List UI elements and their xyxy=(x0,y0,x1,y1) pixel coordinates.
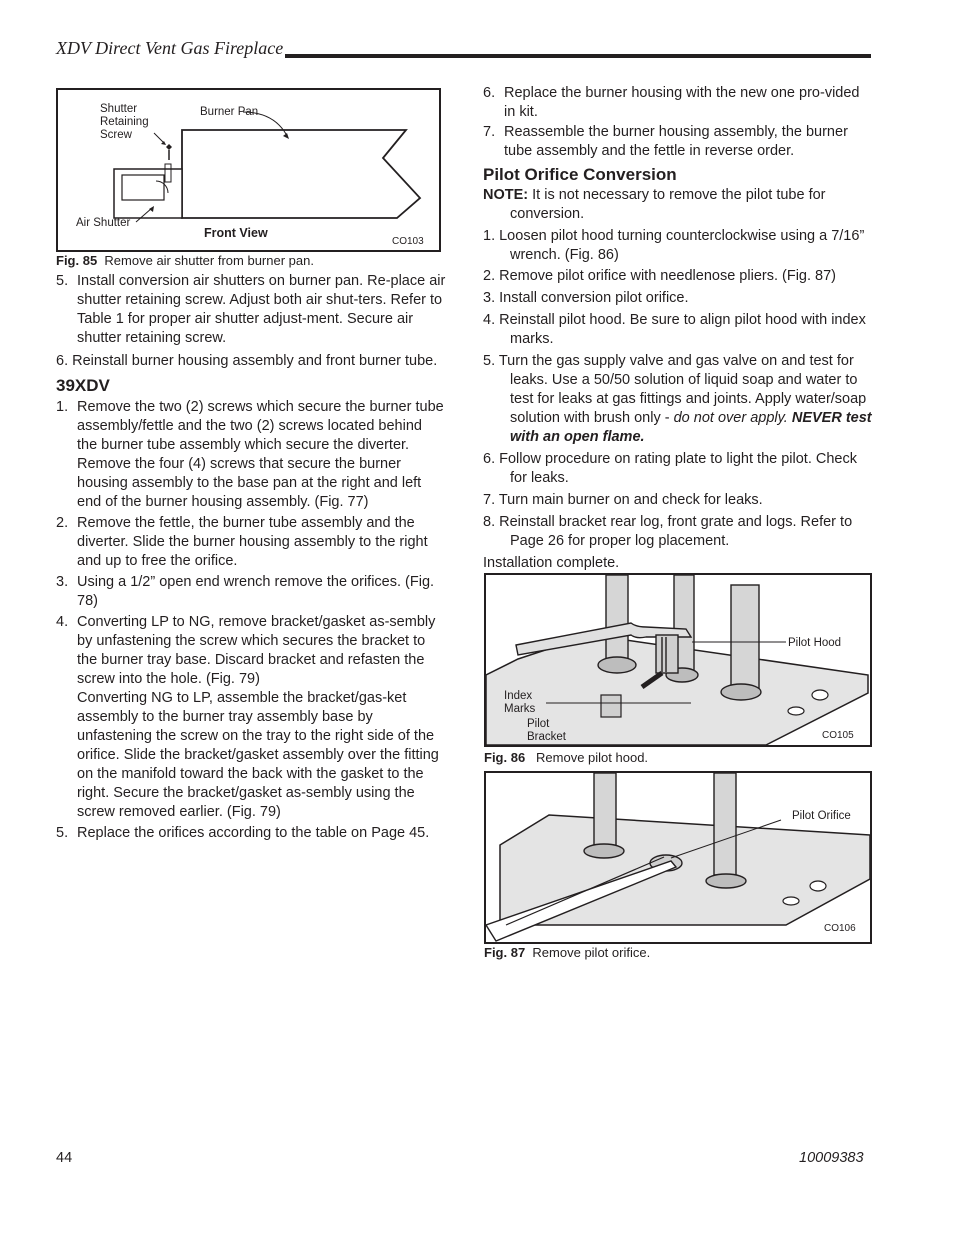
step-5b: 5. Replace the orifices according to the table on Page 45. xyxy=(56,825,430,841)
step-2: 2. Remove the fettle, the burner tube assembly and the diverter. Slide the burner housing assembly to the right and up to free the orifice. xyxy=(56,515,428,569)
step-6: 6. Reinstall burner housing assembly and front burner tube. xyxy=(56,353,438,369)
pilot-step-7: 7. Turn main burner on and check for leaks. xyxy=(483,492,763,508)
pilot-step-1: 1. Loosen pilot hood turning counterclockwise using a 7/16” wrench. (Fig. 86) xyxy=(483,228,865,263)
right-column xyxy=(483,84,873,573)
pilot-hood-diagram xyxy=(486,575,870,745)
step-3: 3. Using a 1/2” open end wrench remove the orifices. (Fig. 78) xyxy=(56,574,435,609)
caption-number: Fig. 86 xyxy=(484,750,526,765)
label-burner-pan: Burner Pan xyxy=(200,106,259,118)
page-header-title: XDV Direct Vent Gas Fireplace xyxy=(56,38,284,58)
burner-pan-diagram xyxy=(58,90,439,250)
figure-85-caption xyxy=(56,253,314,268)
document-number: 10009383 xyxy=(799,1150,864,1166)
figure-87 xyxy=(484,771,872,944)
pilot-step-3: 3. Install conversion pilot orifice. xyxy=(483,290,689,306)
figure-85 xyxy=(56,88,441,252)
figure-code: CO105 xyxy=(822,730,854,741)
figure-86-caption xyxy=(484,750,648,765)
pilot-step-8: 8. Reinstall bracket rear log, front grate and logs. Refer to Page 26 for proper log placement. xyxy=(483,514,853,549)
step-4-continued: Converting NG to LP, assemble the bracket/gas-ket assembly to the burner tray assembly base by unfastening the screw on the tray to the right side of the orifice. Slide the bracket/gasket assembly over the fitting on the manifold toward the back with the gasket to the right. Secure the bracket/gasket as-sembly using the screw removed earlier. (Fig. 79) xyxy=(77,690,439,820)
pilot-step-4: 4. Reinstall pilot hood. Be sure to align pilot hood with index marks. xyxy=(483,312,866,347)
step-r6: 6. Replace the burner housing with the new one pro-vided in kit. xyxy=(483,85,860,120)
heading-39xdv: 39XDV xyxy=(56,376,110,395)
note: NOTE: It is not necessary to remove the pilot tube for conversion. xyxy=(483,187,826,222)
figure-86 xyxy=(484,573,872,747)
figure-87-caption xyxy=(484,945,650,960)
step-4: 4. Converting LP to NG, remove bracket/gasket as-sembly by unfastening the screw which secures the bracket to the burner tray base. Discard bracket and refasten the screw into the hole. (Fig. 79) xyxy=(56,614,436,687)
step-5: 5. Install conversion air shutters on burner pan. Re-place air shutter retaining screw. Adjust both air shut-ters. Refer to Table 1 for proper air shutter adjust-ment. Secure air shutter retaining screw. xyxy=(56,273,446,346)
pilot-orifice-diagram xyxy=(486,773,870,942)
caption-text: Remove pilot hood. xyxy=(536,750,649,765)
label-pilot-bracket: Pilot Bracket xyxy=(527,718,566,743)
step-1: 1. Remove the two (2) screws which secure the burner tube assembly/fettle and the two (2) screws located behind the burner tube assembly which secure the diverter. Remove the four (4) screws that secure the burner housing assembly to the base pan at the right and left end of the burner housing assembly. (Fig. 77) xyxy=(56,399,444,510)
label-air-shutter: Air Shutter xyxy=(76,217,131,229)
label-pilot-hood: Pilot Hood xyxy=(788,637,842,649)
header-rule xyxy=(285,54,871,58)
page-number: 44 xyxy=(56,1150,73,1166)
figure-code: CO103 xyxy=(392,236,424,247)
label-pilot-orifice: Pilot Orifice xyxy=(792,810,851,822)
label-shutter-retaining-screw: Shutter Retaining Screw xyxy=(100,103,149,141)
label-index-marks: Index Marks xyxy=(504,690,536,715)
caption-text: Remove air shutter from burner pan. xyxy=(104,253,314,268)
caption-number: Fig. 85 xyxy=(56,253,98,268)
figure-code: CO106 xyxy=(824,923,856,934)
label-front-view: Front View xyxy=(204,226,268,240)
pilot-step-5: 5. Turn the gas supply valve and gas valve on and test for leaks. Use a 50/50 solution of liquid soap and water to test for leaks at gas fittings and joints. Apply water/soap solution with brush only - do not over apply. NEVER test with an open flame. xyxy=(483,353,872,445)
caption-text: Remove pilot orifice. xyxy=(532,945,651,960)
pilot-step-6: 6. Follow procedure on rating plate to light the pilot. Check for leaks. xyxy=(483,451,857,486)
left-column xyxy=(56,272,446,843)
installation-complete: Installation complete. xyxy=(483,555,620,571)
pilot-step-2: 2. Remove pilot orifice with needlenose pliers. (Fig. 87) xyxy=(483,268,836,284)
caption-number: Fig. 87 xyxy=(484,945,526,960)
heading-pilot-orifice: Pilot Orifice Conversion xyxy=(483,165,677,184)
step-r7: 7. Reassemble the burner housing assembly, the burner tube assembly and the fettle in reverse order. xyxy=(483,124,848,159)
